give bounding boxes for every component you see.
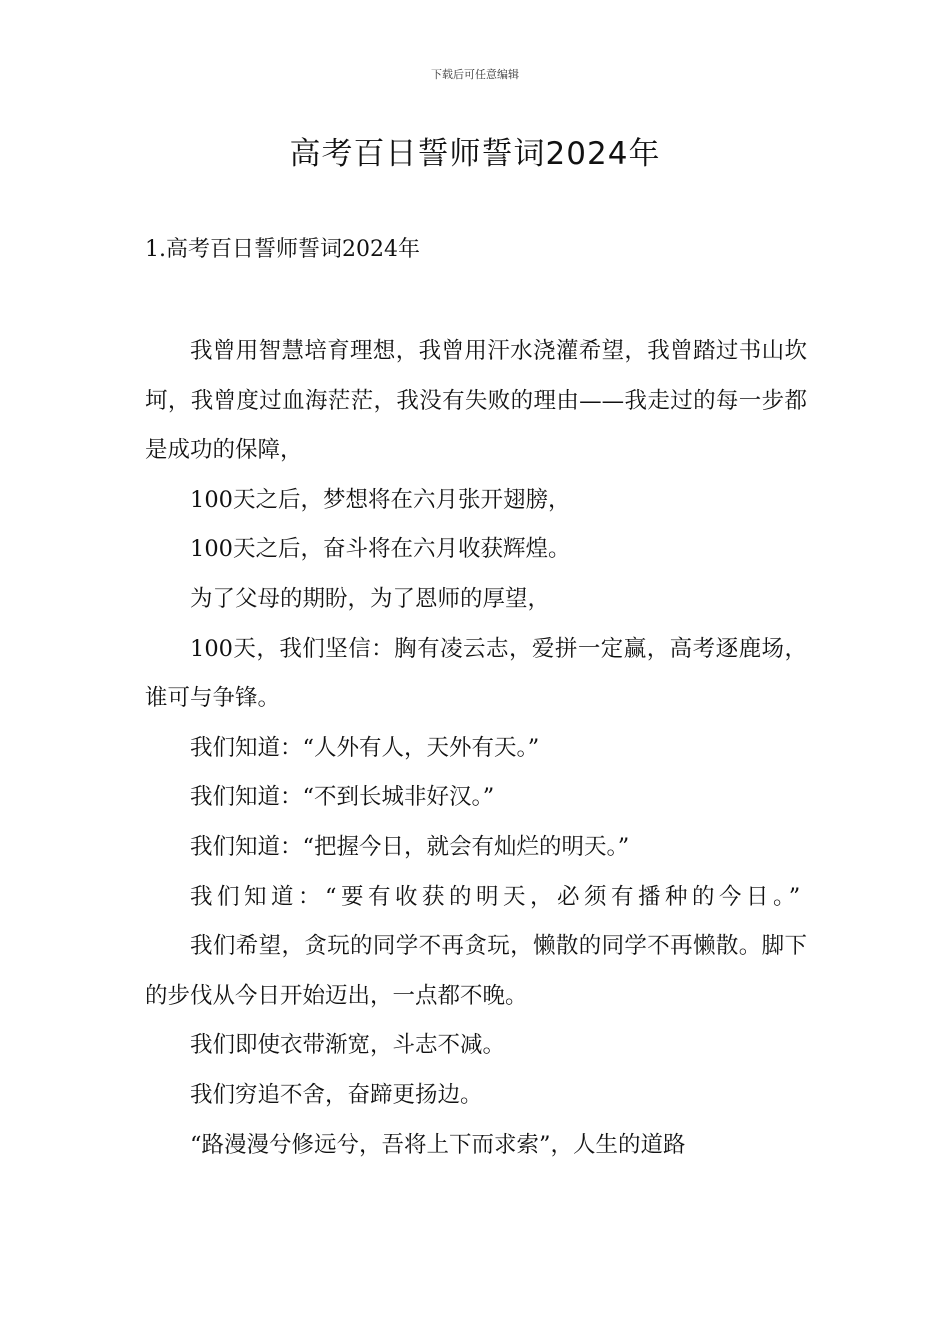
paragraph: 我们知道：“人外有人，天外有天。” [190,734,540,761]
paragraph: 我们知道：“把握今日，就会有灿烂的明天。” [190,833,630,860]
paragraph: 我们知道：“不到长城非好汉。” [190,784,495,811]
paragraph: 我们希望，贪玩的同学不再贪玩，懒散的同学不再懒散。脚下的步伐从今日开始迈出，一点都不晚。 [145,933,807,1009]
paragraph: 我曾用智慧培育理想，我曾用汗水浇灌希望，我曾踏过书山坎坷，我曾度过血海茫茫，我没有失败的理由——我走过的每一步都是成功的保障， [145,338,807,464]
paragraph: 100天，我们坚信：胸有凌云志，爱拼一定赢，高考逐鹿场，谁可与争锋。 [145,635,807,712]
header-note: 下载后可任意编辑 [431,68,519,81]
paragraph: “路漫漫兮修远兮，吾将上下而求索”，人生的道路 [190,1131,686,1158]
paragraph: 我们知道：“要有收获的明天，必须有播种的今日。” [190,883,805,910]
paragraph: 我们穷追不舍，奋蹄更扬边。 [190,1081,483,1108]
section-heading: 1.高考百日誓师誓词2024年 [145,237,420,262]
document-title: 高考百日誓师誓词2024年 [289,136,661,172]
paragraph: 我们即使衣带渐宽，斗志不减。 [190,1032,506,1059]
document-body [145,327,807,1170]
paragraph: 100天之后，梦想将在六月张开翅膀， [190,486,571,513]
paragraph: 100天之后，奋斗将在六月收获辉煌。 [190,536,571,563]
paragraph: 为了父母的期盼，为了恩师的厚望， [190,585,551,612]
